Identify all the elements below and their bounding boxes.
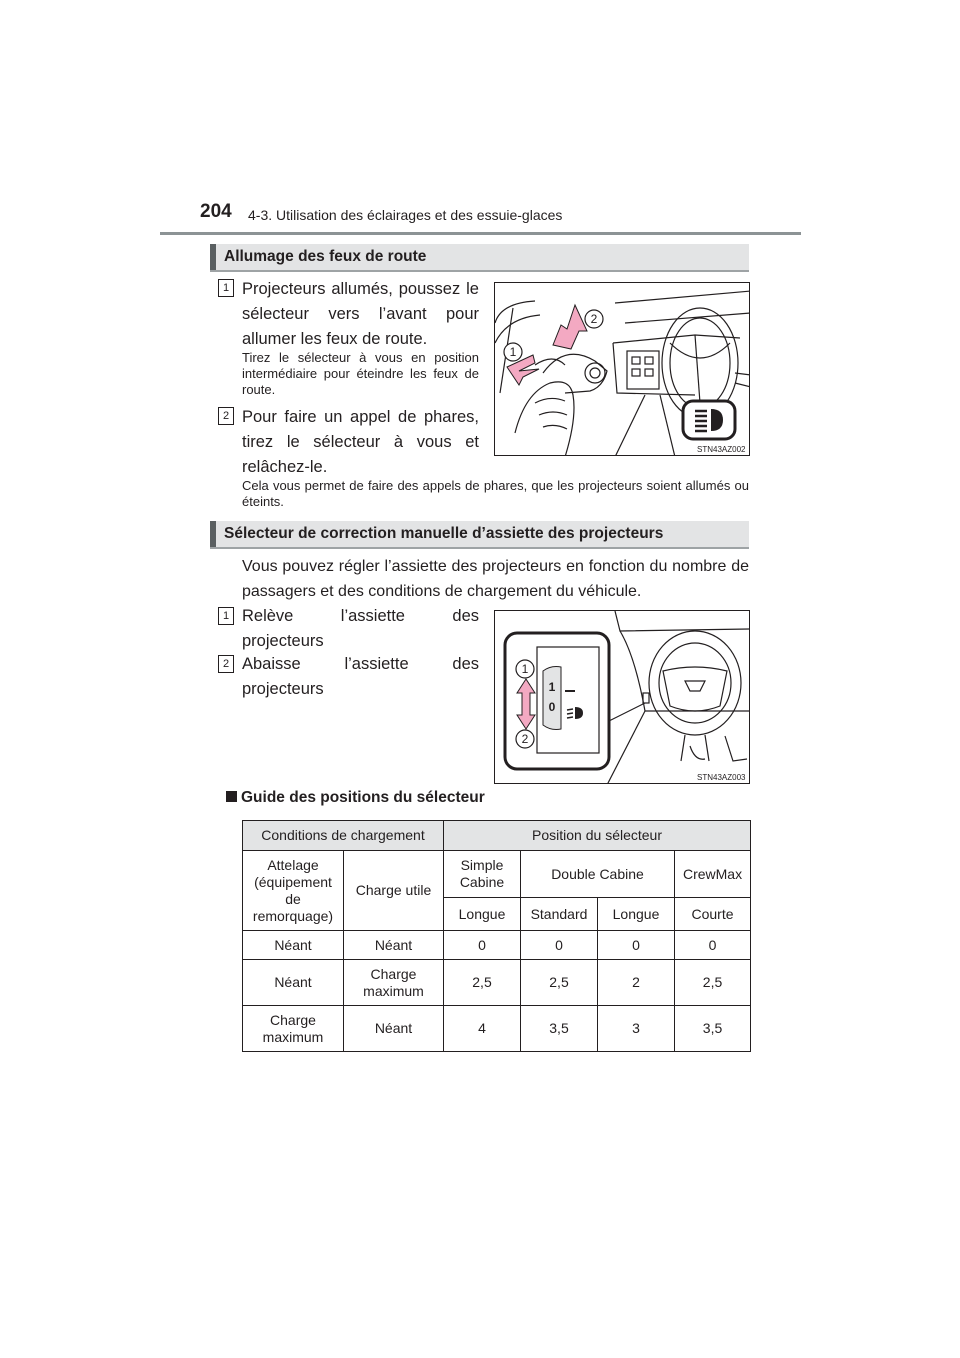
bed-length: Courte bbox=[675, 898, 751, 931]
table-cell: 0 bbox=[675, 931, 751, 960]
step-number-badge: 2 bbox=[218, 407, 234, 425]
table-cell: 3 bbox=[598, 1006, 675, 1052]
table-cell: Néant bbox=[344, 1006, 444, 1052]
callout-1: 1 bbox=[509, 345, 517, 359]
table-cell: Néant bbox=[344, 931, 444, 960]
square-bullet-icon bbox=[226, 791, 237, 802]
table-row bbox=[243, 931, 751, 960]
table-cell: Charge maximum bbox=[344, 960, 444, 1006]
bed-length: Longue bbox=[444, 898, 521, 931]
callout-2: 2 bbox=[521, 732, 529, 746]
table-row bbox=[243, 1006, 751, 1052]
table-cell: 2,5 bbox=[675, 960, 751, 1006]
table-cell: 2,5 bbox=[521, 960, 598, 1006]
header-selector-position: Position du sélecteur bbox=[444, 821, 751, 851]
bed-length: Standard bbox=[521, 898, 598, 931]
callout-2: 2 bbox=[590, 312, 598, 326]
header-divider bbox=[160, 232, 801, 235]
section-heading-label: Allumage des feux de route bbox=[224, 248, 427, 265]
table-cell: 3,5 bbox=[521, 1006, 598, 1052]
figure-code: STN43AZ003 bbox=[697, 773, 746, 782]
section-heading-accent bbox=[210, 244, 216, 270]
figure-code: STN43AZ002 bbox=[697, 445, 746, 454]
section-heading-leveling bbox=[210, 521, 749, 549]
push-arrow bbox=[553, 305, 587, 349]
cab-simple: Simple Cabine bbox=[444, 851, 521, 898]
table-subheader-row bbox=[243, 851, 751, 898]
flash-note: Cela vous permet de faire des appels de phares, que les projecteurs soient allumés ou éteints. bbox=[242, 478, 749, 509]
table-cell: 0 bbox=[598, 931, 675, 960]
high-beam-lever-illustration bbox=[494, 282, 750, 456]
step-1-note: Tirez le sélecteur à vous en position intermédiaire pour éteindre les feux de route. bbox=[242, 350, 479, 397]
guide-subheading-text: Guide des positions du sélecteur bbox=[241, 789, 485, 806]
step-number-badge: 1 bbox=[218, 279, 234, 297]
section-heading-label: Sélecteur de correction manuelle d’assiette des projecteurs bbox=[224, 525, 664, 542]
table-cell: 0 bbox=[521, 931, 598, 960]
table-cell: 2 bbox=[598, 960, 675, 1006]
table-cell: Néant bbox=[243, 931, 344, 960]
table-cell: 4 bbox=[444, 1006, 521, 1052]
cab-crewmax: CrewMax bbox=[675, 851, 751, 898]
item-number-badge: 1 bbox=[218, 607, 234, 625]
header-loading-conditions: Conditions de chargement bbox=[243, 821, 444, 851]
section-heading-high-beam bbox=[210, 244, 749, 272]
page-number: 204 bbox=[200, 201, 232, 222]
table-cell: Charge maximum bbox=[243, 1006, 344, 1052]
item-number-badge: 2 bbox=[218, 655, 234, 673]
callout-1: 1 bbox=[521, 662, 529, 676]
table-cell: 0 bbox=[444, 931, 521, 960]
step-1-text: Projecteurs allumés, poussez le sélecteur vers l’avant pour allumer les feux de route. bbox=[242, 280, 479, 348]
table-header-row bbox=[243, 821, 751, 851]
col-payload: Charge utile bbox=[344, 851, 444, 931]
dial-illustration-svg bbox=[495, 611, 750, 784]
headlight-leveling-dial-illustration bbox=[494, 610, 750, 784]
col-towing: Attelage (équipement de remorquage) bbox=[243, 851, 344, 931]
table-row bbox=[243, 960, 751, 1006]
leveling-intro: Vous pouvez régler l’assiette des projecteurs en fonction du nombre de passagers et des conditions de chargement du véhicule. bbox=[242, 558, 749, 600]
table-cell: Néant bbox=[243, 960, 344, 1006]
item-1-text: Relève l’assiette des projecteurs bbox=[242, 607, 479, 650]
cab-double: Double Cabine bbox=[521, 851, 675, 898]
table-cell: 3,5 bbox=[675, 1006, 751, 1052]
dial-mark-0: 0 bbox=[548, 700, 556, 714]
dial-mark-1: 1 bbox=[548, 680, 556, 694]
guide-subheading bbox=[226, 789, 485, 807]
lever-illustration-svg bbox=[495, 283, 750, 456]
step-2-text: Pour faire un appel de phares, tirez le sélecteur à vous et relâchez-le. bbox=[242, 408, 479, 476]
selector-position-table bbox=[242, 820, 751, 1052]
section-heading-accent bbox=[210, 521, 216, 547]
section-header-title: 4-3. Utilisation des éclairages et des essuie-glaces bbox=[248, 207, 563, 223]
bed-length: Longue bbox=[598, 898, 675, 931]
table-cell: 2,5 bbox=[444, 960, 521, 1006]
item-2-text: Abaisse l’assiette des projecteurs bbox=[242, 655, 479, 698]
